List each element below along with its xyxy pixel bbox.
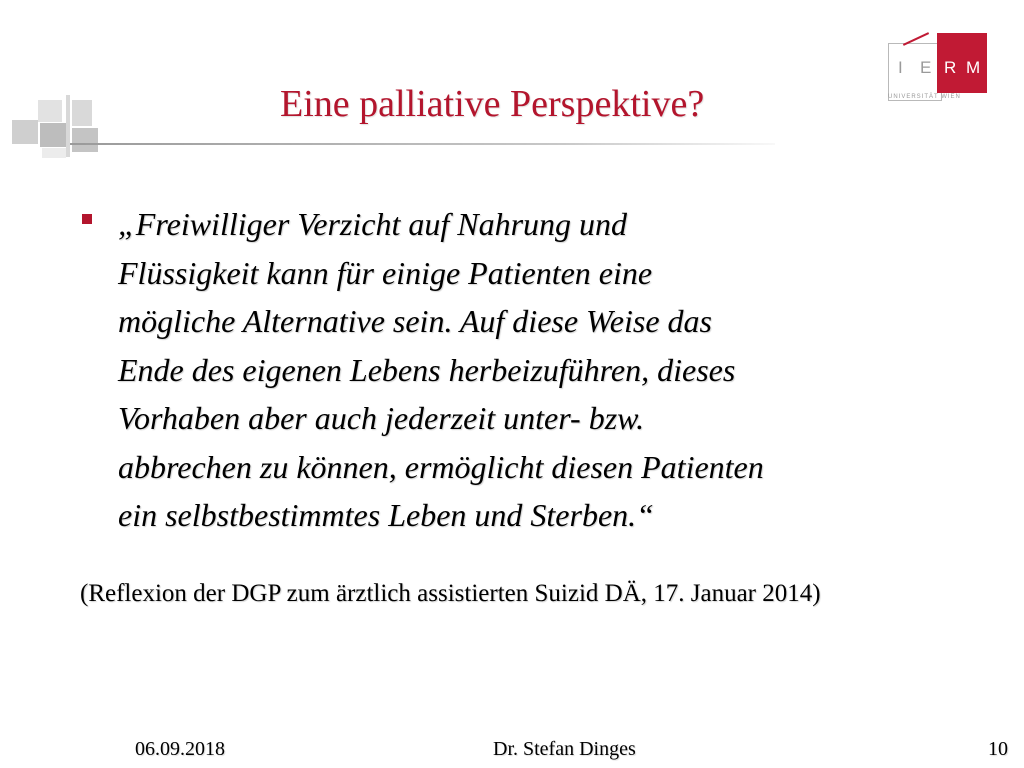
iERM-logo xyxy=(882,30,992,110)
quote-line: mögliche Alternative sein. Auf diese Weise das xyxy=(118,303,712,339)
logo-letter-e: E xyxy=(920,58,932,77)
quote-line: Flüssigkeit kann für einige Patienten eine xyxy=(118,254,653,291)
quote-text xyxy=(118,200,938,540)
slide-title: Eine palliative Perspektive? xyxy=(280,83,705,125)
quote-line: „Freiwilliger Verzicht auf Nahrung und xyxy=(118,206,628,242)
logo-letter-m: M xyxy=(966,58,981,77)
logo-caption: UNIVERSITÄT WIEN xyxy=(888,94,961,100)
quote-line: ein selbstbestimmtes Leben und Sterben.“ xyxy=(118,497,654,533)
quote-line: abbrechen zu können, ermöglicht diesen Patienten xyxy=(118,448,764,485)
logo-letter-i: I xyxy=(898,58,903,77)
footer-date: 06.09.2018 xyxy=(135,738,225,760)
quote-source: (Reflexion der DGP zum ärztlich assistierten Suizid DÄ, 17. Januar 2014) xyxy=(80,580,821,607)
square-bullet-icon xyxy=(82,214,92,224)
title-divider xyxy=(70,143,775,145)
footer-page-number: 10 xyxy=(988,738,1008,760)
logo-letter-r: R xyxy=(944,58,957,77)
footer-author: Dr. Stefan Dinges xyxy=(493,738,636,760)
quote-line: Vorhaben aber auch jederzeit unter- bzw. xyxy=(118,400,645,436)
logo-left-panel xyxy=(888,43,942,101)
quote-line: Ende des eigenen Lebens herbeizuführen, dieses xyxy=(118,351,736,388)
